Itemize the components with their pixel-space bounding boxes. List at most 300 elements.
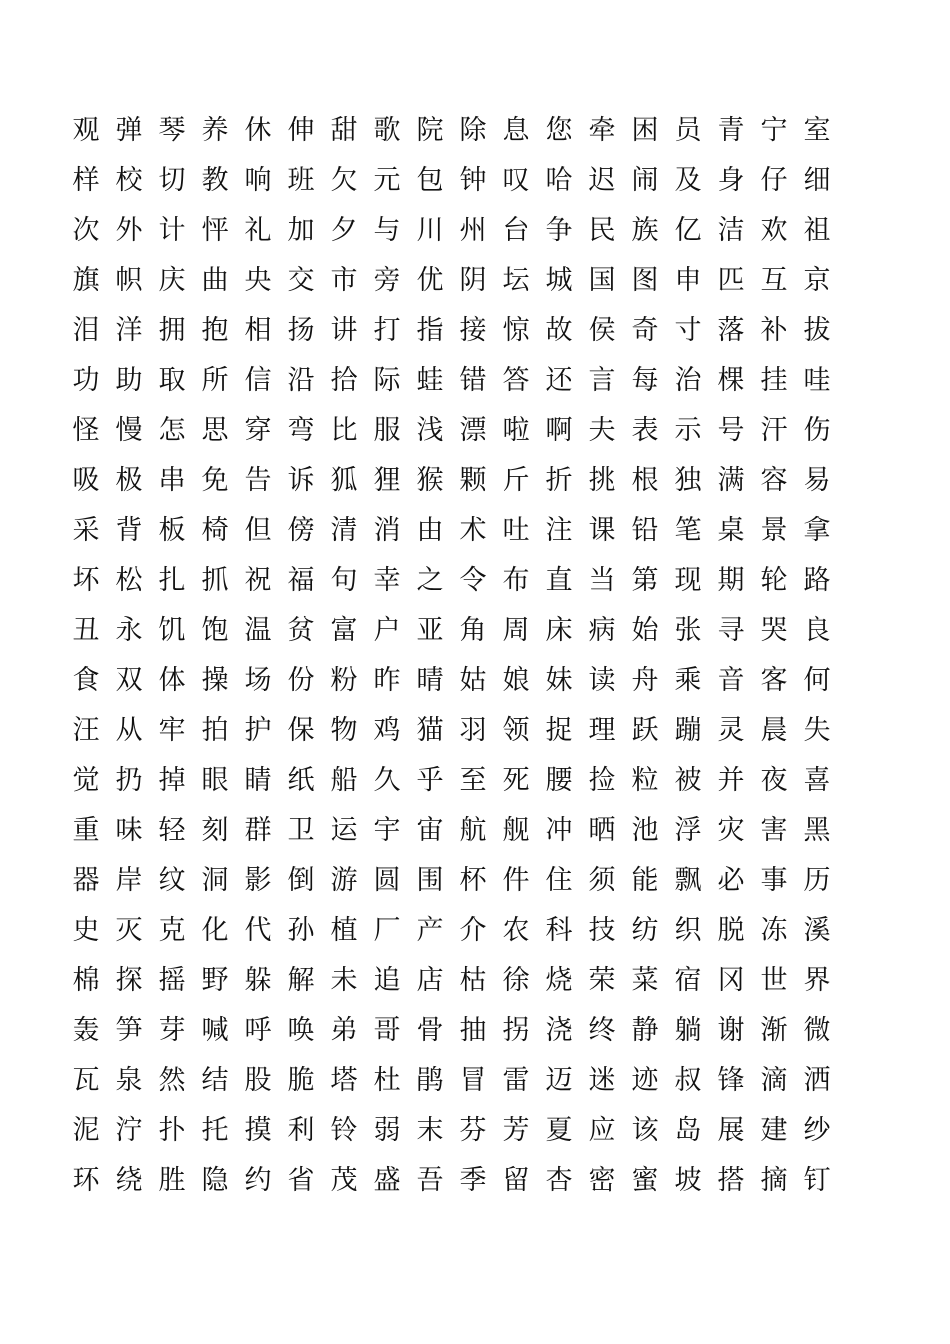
character: 航 [459,815,487,846]
character: 孙 [287,915,315,946]
character: 颗 [459,465,487,496]
character-row [64,156,872,206]
character: 黑 [803,815,831,846]
character: 浇 [545,1015,573,1046]
character: 比 [330,415,358,446]
character: 历 [803,865,831,896]
character: 保 [287,715,315,746]
character: 青 [717,115,745,146]
character: 重 [72,815,100,846]
character-row [64,806,872,856]
character: 纸 [287,765,315,796]
character: 包 [416,165,444,196]
character: 弱 [373,1115,401,1146]
character: 滴 [760,1065,788,1096]
character: 野 [201,965,229,996]
character: 帜 [115,265,143,296]
character: 并 [717,765,745,796]
character: 扑 [158,1115,186,1146]
character: 读 [588,665,616,696]
character: 祖 [803,215,831,246]
character: 棉 [72,965,100,996]
character: 食 [72,665,100,696]
character: 次 [72,215,100,246]
character: 掉 [158,765,186,796]
character: 蛙 [416,365,444,396]
character: 被 [674,765,702,796]
character: 住 [545,865,573,896]
character: 角 [459,615,487,646]
character: 轮 [760,565,788,596]
character: 科 [545,915,573,946]
character: 布 [502,565,530,596]
character: 叹 [502,165,530,196]
character: 结 [201,1065,229,1096]
character: 应 [588,1115,616,1146]
character: 傍 [287,515,315,546]
character-row [64,1056,872,1106]
character: 产 [416,915,444,946]
character: 眼 [201,765,229,796]
character: 猴 [416,465,444,496]
character: 弹 [115,115,143,146]
character: 松 [115,565,143,596]
character: 央 [244,265,272,296]
character: 还 [545,365,573,396]
character: 事 [760,865,788,896]
character: 独 [674,465,702,496]
character: 夜 [760,765,788,796]
character: 物 [330,715,358,746]
character: 洞 [201,865,229,896]
character: 根 [631,465,659,496]
character-row [64,756,872,806]
character: 第 [631,565,659,596]
character: 吐 [502,515,530,546]
character: 图 [631,265,659,296]
character: 失 [803,715,831,746]
character: 溪 [803,915,831,946]
character: 互 [760,265,788,296]
character: 贫 [287,615,315,646]
character: 院 [416,115,444,146]
character: 牢 [158,715,186,746]
character: 操 [201,665,229,696]
character: 表 [631,415,659,446]
character: 令 [459,565,487,596]
character: 乘 [674,665,702,696]
character: 穿 [244,415,272,446]
character: 瓦 [72,1065,100,1096]
character: 串 [158,465,186,496]
character: 留 [502,1165,530,1196]
character: 欢 [760,215,788,246]
character: 沿 [287,365,315,396]
character: 躲 [244,965,272,996]
character: 答 [502,365,530,396]
character: 约 [244,1165,272,1196]
character: 每 [631,365,659,396]
character: 蹦 [674,715,702,746]
character: 告 [244,465,272,496]
character: 音 [717,665,745,696]
character: 甜 [330,115,358,146]
character: 您 [545,115,573,146]
character: 夕 [330,215,358,246]
character: 侯 [588,315,616,346]
character: 极 [115,465,143,496]
character-row [64,1106,872,1156]
character: 解 [287,965,315,996]
character: 扔 [115,765,143,796]
character: 扎 [158,565,186,596]
character: 岛 [674,1115,702,1146]
character: 睛 [244,765,272,796]
character: 周 [502,615,530,646]
character-row [64,1156,872,1206]
character: 微 [803,1015,831,1046]
character: 杜 [373,1065,401,1096]
character: 岸 [115,865,143,896]
character: 灵 [717,715,745,746]
character: 轰 [72,1015,100,1046]
character: 讲 [330,315,358,346]
character: 宇 [373,815,401,846]
character: 隐 [201,1165,229,1196]
character: 慢 [115,415,143,446]
character: 姑 [459,665,487,696]
character: 纱 [803,1115,831,1146]
character: 飘 [674,865,702,896]
character: 绕 [115,1165,143,1196]
character: 当 [588,565,616,596]
character: 搭 [717,1165,745,1196]
character: 户 [373,615,401,646]
character: 永 [115,615,143,646]
character: 亚 [416,615,444,646]
character: 茂 [330,1165,358,1196]
character: 双 [115,665,143,696]
character: 护 [244,715,272,746]
character: 克 [158,915,186,946]
character: 洒 [803,1065,831,1096]
character: 拾 [330,365,358,396]
character: 纺 [631,915,659,946]
character: 相 [244,315,272,346]
character: 吾 [416,1165,444,1196]
character: 哥 [373,1015,401,1046]
character: 妹 [545,665,573,696]
character: 琴 [158,115,186,146]
character: 诉 [287,465,315,496]
character: 托 [201,1115,229,1146]
character: 元 [373,165,401,196]
character: 刻 [201,815,229,846]
character: 杯 [459,865,487,896]
character: 然 [158,1065,186,1096]
character: 锋 [717,1065,745,1096]
character: 夏 [545,1115,573,1146]
character: 啊 [545,415,573,446]
character: 礼 [244,215,272,246]
character: 世 [760,965,788,996]
character: 冻 [760,915,788,946]
character: 雷 [502,1065,530,1096]
character: 泪 [72,315,100,346]
character: 民 [588,215,616,246]
character: 祝 [244,565,272,596]
character: 芽 [158,1015,186,1046]
character: 啦 [502,415,530,446]
character: 须 [588,865,616,896]
character: 际 [373,365,401,396]
character: 厂 [373,915,401,946]
character-row [64,706,872,756]
character: 粒 [631,765,659,796]
character: 展 [717,1115,745,1146]
character: 影 [244,865,272,896]
character: 细 [803,165,831,196]
character: 旁 [373,265,401,296]
character: 枯 [459,965,487,996]
character: 喊 [201,1015,229,1046]
character: 铃 [330,1115,358,1146]
character: 娘 [502,665,530,696]
character: 追 [373,965,401,996]
character: 直 [545,565,573,596]
character-row [64,306,872,356]
character: 京 [803,265,831,296]
character: 从 [115,715,143,746]
character: 匹 [717,265,745,296]
character: 床 [545,615,573,646]
character: 惊 [502,315,530,346]
character: 未 [330,965,358,996]
character: 仔 [760,165,788,196]
character: 坏 [72,565,100,596]
character: 卫 [287,815,315,846]
character: 伸 [287,115,315,146]
character-row [64,506,872,556]
character: 歌 [373,115,401,146]
character: 股 [244,1065,272,1096]
character: 能 [631,865,659,896]
character: 坛 [502,265,530,296]
character: 所 [201,365,229,396]
character-row [64,656,872,706]
character: 台 [502,215,530,246]
character: 客 [760,665,788,696]
character: 场 [244,665,272,696]
character: 晒 [588,815,616,846]
character: 庆 [158,265,186,296]
character: 灾 [717,815,745,846]
character: 该 [631,1115,659,1146]
character: 迟 [588,165,616,196]
character: 现 [674,565,702,596]
character: 泞 [115,1115,143,1146]
character: 病 [588,615,616,646]
character: 免 [201,465,229,496]
character: 至 [459,765,487,796]
character: 冈 [717,965,745,996]
character: 寻 [717,615,745,646]
character: 鹃 [416,1065,444,1096]
character: 样 [72,165,100,196]
character: 故 [545,315,573,346]
character: 羽 [459,715,487,746]
character: 塔 [330,1065,358,1096]
character: 游 [330,865,358,896]
character: 介 [459,915,487,946]
character: 伤 [803,415,831,446]
character: 旗 [72,265,100,296]
character: 注 [545,515,573,546]
character: 拥 [158,315,186,346]
character: 阴 [459,265,487,296]
character: 桌 [717,515,745,546]
character: 怪 [72,415,100,446]
character-grid [64,106,872,1206]
character: 浅 [416,415,444,446]
character: 冒 [459,1065,487,1096]
character: 宿 [674,965,702,996]
character: 与 [373,215,401,246]
character: 领 [502,715,530,746]
character: 错 [459,365,487,396]
character: 由 [416,515,444,546]
character: 身 [717,165,745,196]
character: 件 [502,865,530,896]
character: 洋 [115,315,143,346]
character: 昨 [373,665,401,696]
character: 抽 [459,1015,487,1046]
character: 计 [158,215,186,246]
character: 拿 [803,515,831,546]
character: 群 [244,815,272,846]
character: 州 [459,215,487,246]
character: 利 [287,1115,315,1146]
character: 舟 [631,665,659,696]
character: 份 [287,665,315,696]
character: 店 [416,965,444,996]
character: 句 [330,565,358,596]
character: 路 [803,565,831,596]
character: 容 [760,465,788,496]
character: 化 [201,915,229,946]
character: 灭 [115,915,143,946]
character: 久 [373,765,401,796]
character: 盛 [373,1165,401,1196]
character: 满 [717,465,745,496]
character: 观 [72,115,100,146]
character: 末 [416,1115,444,1146]
character: 迈 [545,1065,573,1096]
character: 器 [72,865,100,896]
character: 始 [631,615,659,646]
character: 棵 [717,365,745,396]
character: 板 [158,515,186,546]
character: 指 [416,315,444,346]
character: 建 [760,1115,788,1146]
character: 笋 [115,1015,143,1046]
character: 渐 [760,1015,788,1046]
character-row [64,256,872,306]
character: 洁 [717,215,745,246]
character: 害 [760,815,788,846]
character-row [64,906,872,956]
character: 漂 [459,415,487,446]
character: 船 [330,765,358,796]
character: 谢 [717,1015,745,1046]
character: 交 [287,265,315,296]
character: 期 [717,565,745,596]
character-row [64,556,872,606]
character: 背 [115,515,143,546]
character: 亿 [674,215,702,246]
character: 哭 [760,615,788,646]
character: 味 [115,815,143,846]
character: 寸 [674,315,702,346]
character: 奇 [631,315,659,346]
character: 迷 [588,1065,616,1096]
character: 斤 [502,465,530,496]
character-row [64,206,872,256]
character: 术 [459,515,487,546]
character: 扬 [287,315,315,346]
character: 粉 [330,665,358,696]
character: 信 [244,365,272,396]
character: 理 [588,715,616,746]
character: 静 [631,1015,659,1046]
character: 界 [803,965,831,996]
character: 运 [330,815,358,846]
character: 脱 [717,915,745,946]
character: 争 [545,215,573,246]
character: 取 [158,365,186,396]
character-row [64,856,872,906]
character: 优 [416,265,444,296]
character: 温 [244,615,272,646]
character: 晴 [416,665,444,696]
character: 思 [201,415,229,446]
character: 张 [674,615,702,646]
character: 乎 [416,765,444,796]
character: 池 [631,815,659,846]
character: 鸡 [373,715,401,746]
character: 饥 [158,615,186,646]
character: 国 [588,265,616,296]
character: 体 [158,665,186,696]
character: 言 [588,365,616,396]
character: 易 [803,465,831,496]
character: 笔 [674,515,702,546]
character: 弯 [287,415,315,446]
character: 教 [201,165,229,196]
character: 呼 [244,1015,272,1046]
character: 密 [588,1165,616,1196]
character: 终 [588,1015,616,1046]
character: 助 [115,365,143,396]
character: 捡 [588,765,616,796]
character: 挂 [760,365,788,396]
character: 猫 [416,715,444,746]
character: 荣 [588,965,616,996]
character: 曲 [201,265,229,296]
character: 摸 [244,1115,272,1146]
character: 何 [803,665,831,696]
character: 良 [803,615,831,646]
